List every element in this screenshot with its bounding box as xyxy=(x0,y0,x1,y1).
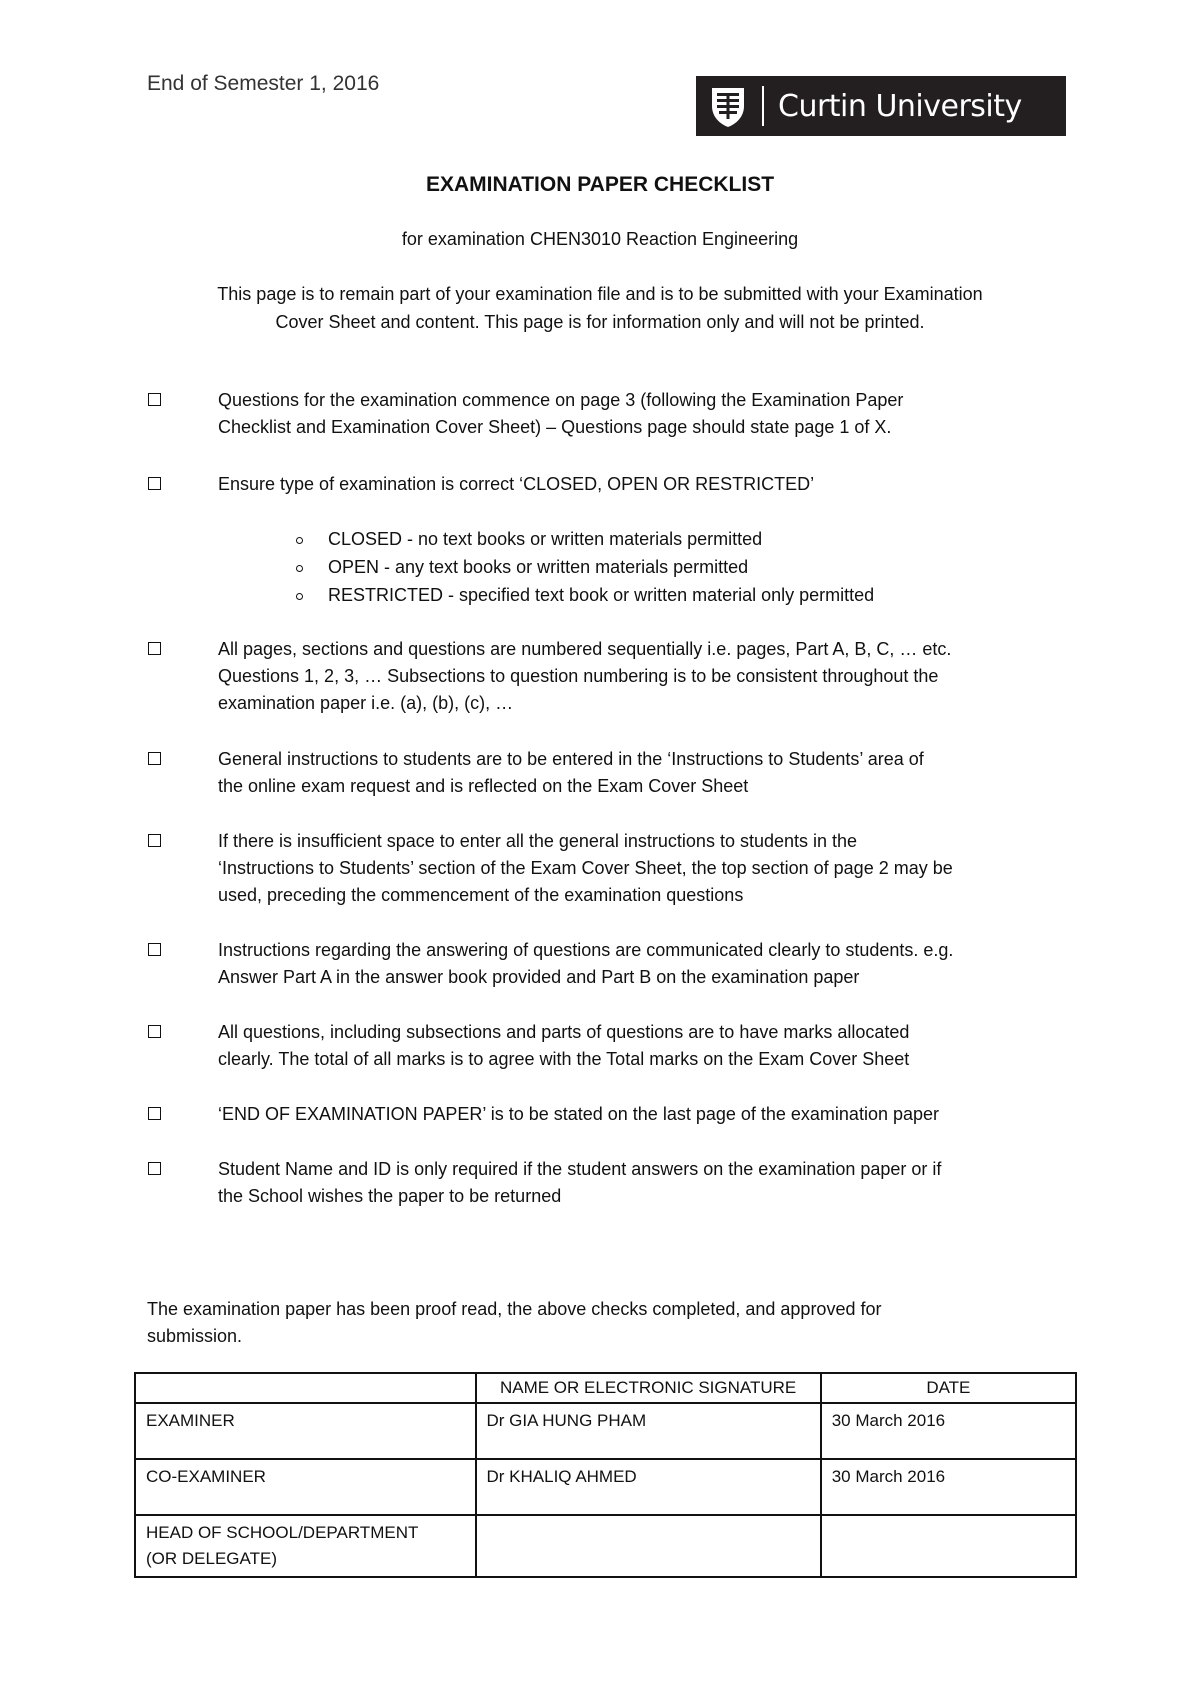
checklist-item-text xyxy=(218,746,1078,800)
header-cell-name: NAME OR ELECTRONIC SIGNATURE xyxy=(476,1373,821,1403)
checklist-item-text xyxy=(218,937,1078,991)
circle-bullet-icon xyxy=(296,537,303,544)
checklist-item-text xyxy=(218,471,1078,498)
item-line: If there is insufficient space to enter all the general instructions to students in the xyxy=(218,831,858,851)
item-line: All pages, sections and questions are numbered sequentially i.e. pages, Part A, B, C, … etc. xyxy=(218,639,952,659)
approval-statement xyxy=(147,1296,1047,1350)
signature-cell[interactable]: Dr GIA HUNG PHAM xyxy=(476,1403,821,1459)
item-line: All questions, including subsections and parts of questions are to have marks allocated xyxy=(218,1022,910,1042)
date-cell[interactable]: 30 March 2016 xyxy=(821,1403,1076,1459)
signature-cell[interactable] xyxy=(476,1515,821,1577)
role-text: (OR DELEGATE) xyxy=(146,1549,277,1568)
university-crest-icon xyxy=(708,84,748,128)
circle-bullet-icon xyxy=(296,565,303,572)
exam-type-text: CLOSED - no text books or written materials permitted xyxy=(328,529,763,549)
item-line: the School wishes the paper to be returned xyxy=(218,1186,562,1206)
item-line: Checklist and Examination Cover Sheet) – Questions page should state page 1 of X. xyxy=(218,417,892,437)
item-line: Questions for the examination commence on page 3 (following the Examination Paper xyxy=(218,390,904,410)
item-line: General instructions to students are to be entered in the ‘Instructions to Students’ area of xyxy=(218,749,924,769)
logo-wordmark: Curtin University xyxy=(778,88,1022,124)
checkbox-icon[interactable] xyxy=(148,393,161,406)
approval-line: submission. xyxy=(147,1326,243,1346)
checklist-item-text xyxy=(218,387,1078,441)
role-cell xyxy=(135,1515,476,1577)
header-cell-date: DATE xyxy=(821,1373,1076,1403)
role-text: CO-EXAMINER xyxy=(146,1467,266,1486)
checkbox-icon[interactable] xyxy=(148,1025,161,1038)
role-cell xyxy=(135,1403,476,1459)
date-cell[interactable]: 30 March 2016 xyxy=(821,1459,1076,1515)
intro-paragraph xyxy=(150,280,1050,336)
checklist-item-text xyxy=(218,636,1078,717)
checkbox-icon[interactable] xyxy=(148,477,161,490)
item-line: Instructions regarding the answering of questions are communicated clearly to students. e.g. xyxy=(218,940,954,960)
date-cell[interactable] xyxy=(821,1515,1076,1577)
checkbox-icon[interactable] xyxy=(148,834,161,847)
header-cell-empty xyxy=(135,1373,476,1403)
checkbox-icon[interactable] xyxy=(148,1162,161,1175)
item-line: Questions 1, 2, 3, … Subsections to question numbering is to be consistent throughout the xyxy=(218,666,939,686)
checklist-item-text xyxy=(218,1019,1078,1073)
checklist-item-text xyxy=(218,1101,1078,1128)
role-text: HEAD OF SCHOOL/DEPARTMENT xyxy=(146,1523,419,1542)
signature-table xyxy=(134,1372,1077,1578)
checkbox-icon[interactable] xyxy=(148,642,161,655)
signature-cell[interactable]: Dr KHALIQ AHMED xyxy=(476,1459,821,1515)
role-text: EXAMINER xyxy=(146,1411,235,1430)
curtin-logo xyxy=(696,76,1066,136)
item-line: ‘END OF EXAMINATION PAPER’ is to be stated on the last page of the examination paper xyxy=(218,1104,940,1124)
item-line: Ensure type of examination is correct ‘CLOSED, OPEN OR RESTRICTED’ xyxy=(218,474,815,494)
table-row xyxy=(135,1403,1076,1459)
item-line: Student Name and ID is only required if the student answers on the examination paper or if xyxy=(218,1159,942,1179)
item-line: clearly. The total of all marks is to agree with the Total marks on the Exam Cover Sheet xyxy=(218,1049,910,1069)
table-header-row xyxy=(135,1373,1076,1403)
item-line: used, preceding the commencement of the examination questions xyxy=(218,885,744,905)
checkbox-icon[interactable] xyxy=(148,752,161,765)
semester-label: End of Semester 1, 2016 xyxy=(147,72,380,95)
logo-divider xyxy=(762,86,764,126)
exam-subtitle: for examination CHEN3010 Reaction Engineering xyxy=(401,229,799,249)
page-title: EXAMINATION PAPER CHECKLIST xyxy=(425,173,775,196)
approval-line: The examination paper has been proof read, the above checks completed, and approved for xyxy=(147,1299,882,1319)
table-row xyxy=(135,1459,1076,1515)
checkbox-icon[interactable] xyxy=(148,1107,161,1120)
item-line: examination paper i.e. (a), (b), (c), … xyxy=(218,693,514,713)
item-line: ‘Instructions to Students’ section of the Exam Cover Sheet, the top section of page 2 may be xyxy=(218,858,953,878)
checklist-item-text xyxy=(218,1156,1078,1210)
table-row xyxy=(135,1515,1076,1577)
role-cell xyxy=(135,1459,476,1515)
exam-type-text: OPEN - any text books or written materials permitted xyxy=(328,557,749,577)
checklist-item-text xyxy=(218,828,1078,909)
checkbox-icon[interactable] xyxy=(148,943,161,956)
circle-bullet-icon xyxy=(296,593,303,600)
item-line: the online exam request and is reflected on the Exam Cover Sheet xyxy=(218,776,749,796)
item-line: Answer Part A in the answer book provided and Part B on the examination paper xyxy=(218,967,860,987)
intro-line: Cover Sheet and content. This page is for information only and will not be printed. xyxy=(275,312,925,332)
intro-line: This page is to remain part of your examination file and is to be submitted with your Examination xyxy=(217,284,983,304)
exam-type-text: RESTRICTED - specified text book or written material only permitted xyxy=(328,585,875,605)
